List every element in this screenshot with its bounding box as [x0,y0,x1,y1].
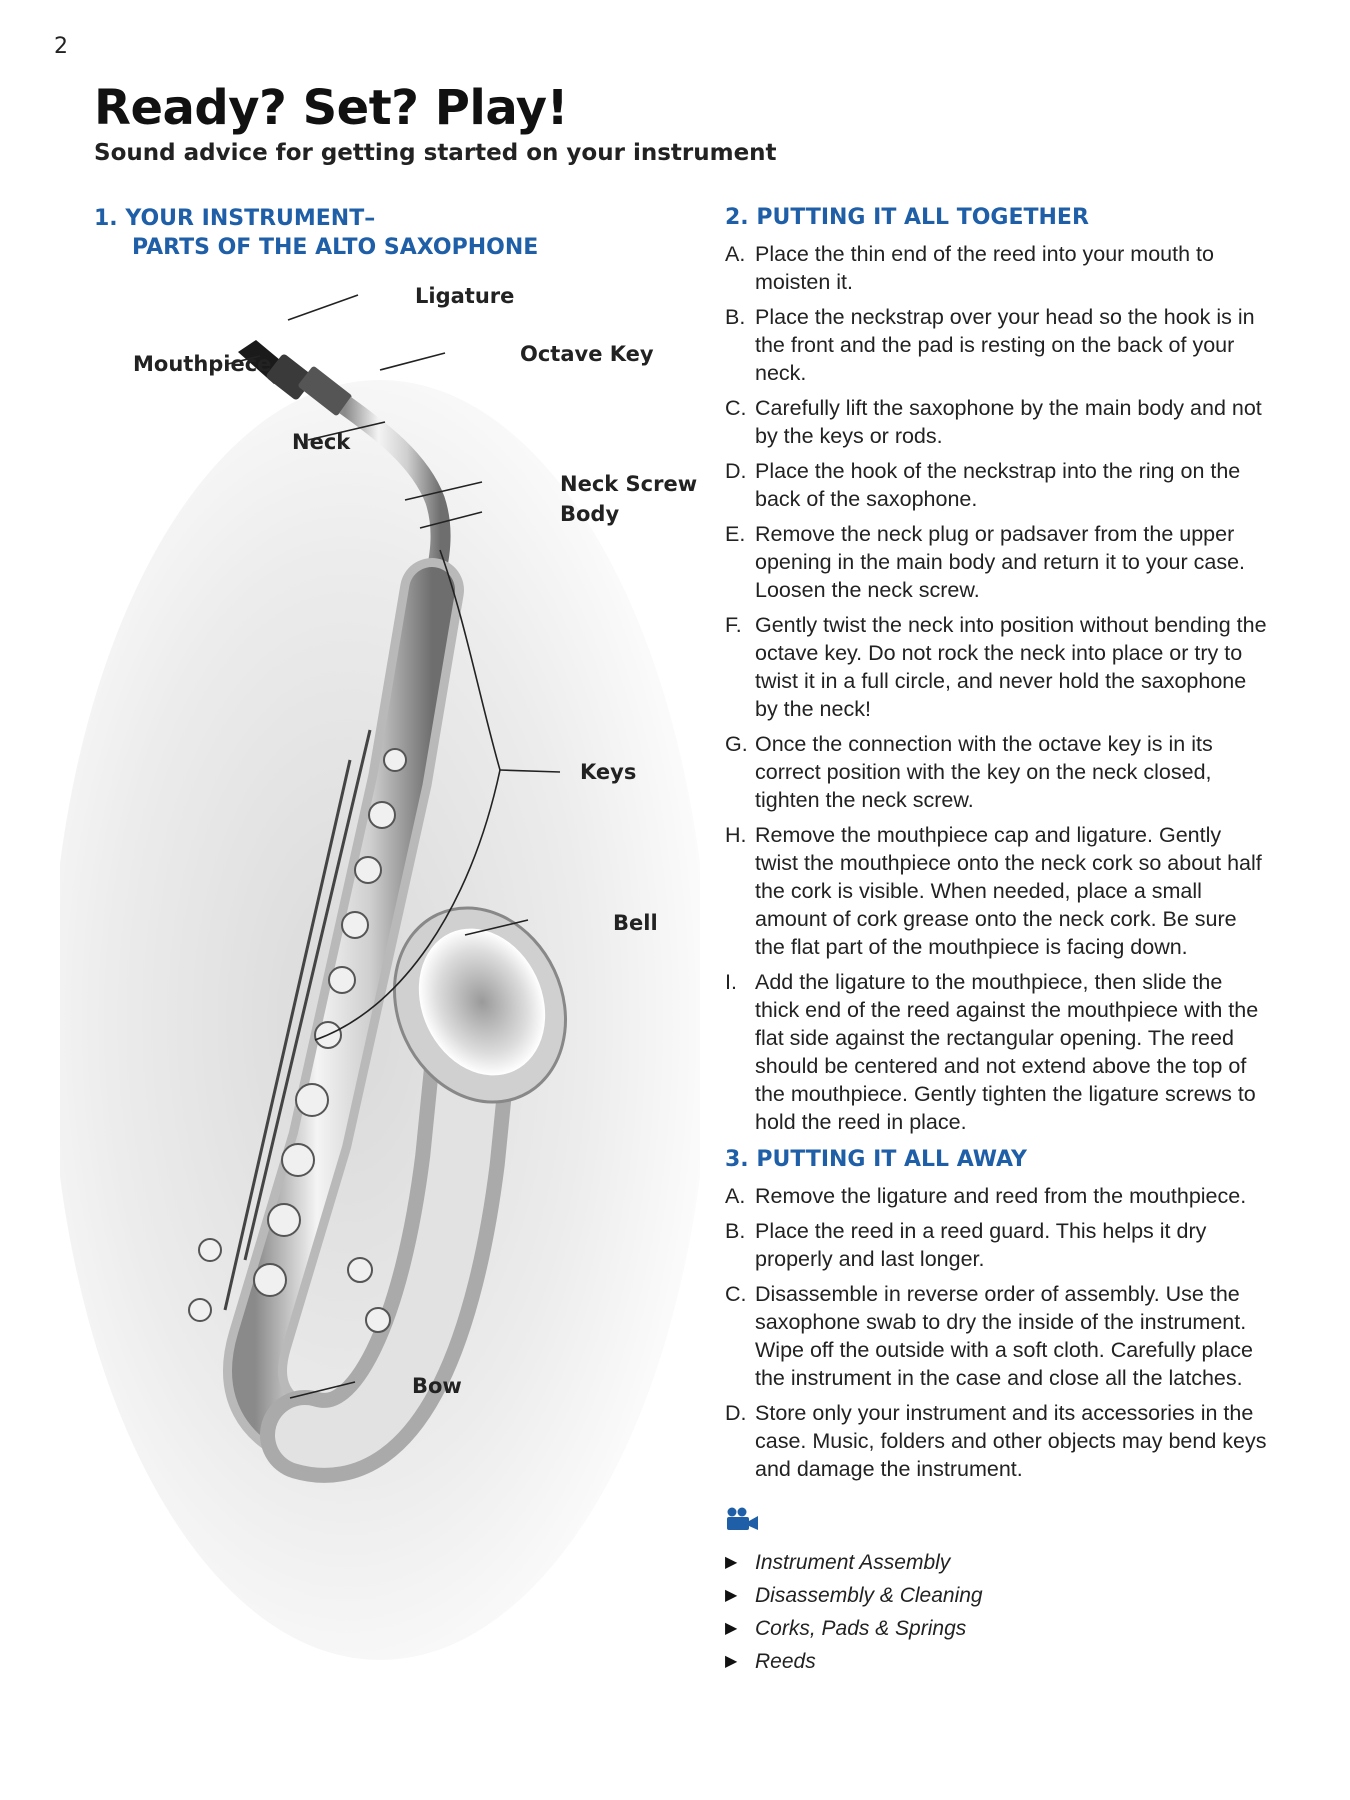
play-arrow-icon: ▶ [725,1652,738,1670]
saxophone-illustration [60,260,700,1660]
list-item: F. Gently twist the neck into position without bending the octave key. Do not rock the neck into place or try to twist it in a full circle, and never hold the saxophone by the neck! [725,613,1267,721]
video-link-corks-pads-springs[interactable]: ▶ Corks, Pads & Springs [725,1612,1270,1645]
section3-heading: 3. PUTTING IT ALL AWAY [725,1147,1027,1172]
label-octave-key: Octave Key [520,342,654,366]
label-bell: Bell [613,911,658,935]
list-item: C. Carefully lift the saxophone by the main body and not by the keys or rods. [725,396,1262,448]
play-arrow-icon: ▶ [725,1553,738,1571]
video-links [725,1507,1270,1678]
list-item: D. Place the hook of the neckstrap into the ring on the back of the saxophone. [725,459,1241,511]
section2-heading: 2. PUTTING IT ALL TOGETHER [725,205,1089,230]
section1-heading-line2: PARTS OF THE ALTO SAXOPHONE [132,235,539,260]
page-subtitle: Sound advice for getting started on your instrument [94,140,777,166]
section1-heading-line1: 1. YOUR INSTRUMENT– [94,206,376,231]
label-keys: Keys [580,760,637,784]
video-link-disassembly-cleaning[interactable]: ▶ Disassembly & Cleaning [725,1579,1270,1612]
list-item: A. Remove the ligature and reed from the mouthpiece. [725,1184,1247,1208]
list-item: A. Place the thin end of the reed into your mouth to moisten it. [725,242,1214,294]
section1-heading [94,204,538,262]
label-neck: Neck [292,430,351,454]
video-link-reeds[interactable]: ▶ Reeds [725,1645,1270,1678]
label-bow: Bow [412,1374,462,1398]
label-body: Body [560,502,620,526]
section3-steps [725,1182,1270,1483]
list-item: H. Remove the mouthpiece cap and ligature. Gently twist the mouthpiece onto the neck cork so about half the cork is visible. When needed, place a small amount of cork grease onto the neck cork. Be sure the flat part of the mouthpiece is facing down. [725,823,1262,959]
background-texture [60,380,700,1660]
video-link-instrument-assembly[interactable]: ▶ Instrument Assembly [725,1546,1270,1579]
section2-steps [725,240,1270,1136]
page-title: Ready? Set? Play! [94,80,568,136]
list-item: I. Add the ligature to the mouthpiece, then slide the thick end of the reed against the mouthpiece with the flat side against the rectangular opening. The reed should be centered and not extend above the top of the mouthpiece. Gently tighten the ligature screws to hold the reed in place. [725,970,1259,1134]
list-item: E. Remove the neck plug or padsaver from the upper opening in the main body and return it to your case. Loosen the neck screw. [725,522,1246,602]
saxophone-diagram [60,260,700,1660]
page-number: 2 [54,34,68,59]
list-item: C. Disassemble in reverse order of assembly. Use the saxophone swab to dry the inside of the instrument. Wipe off the outside with a soft cloth. Carefully place the instrument in the case and close all the latches. [725,1282,1253,1390]
list-item: D. Store only your instrument and its accessories in the case. Music, folders and other objects may bend keys and damage the instrument. [725,1401,1267,1481]
play-arrow-icon: ▶ [725,1586,738,1604]
play-arrow-icon: ▶ [725,1619,738,1637]
label-mouthpiece: Mouthpiece [133,352,272,376]
video-camera-icon [725,1507,1270,1538]
list-item: B. Place the neckstrap over your head so the hook is in the front and the pad is resting on the back of your neck. [725,305,1255,385]
label-ligature: Ligature [415,284,515,308]
instructions-column [725,204,1270,1678]
list-item: B. Place the reed in a reed guard. This helps it dry properly and last longer. [725,1219,1207,1271]
label-neck-screw: Neck Screw [560,472,698,496]
list-item: G. Once the connection with the octave key is in its correct position with the key on the neck closed, tighten the neck screw. [725,732,1213,812]
